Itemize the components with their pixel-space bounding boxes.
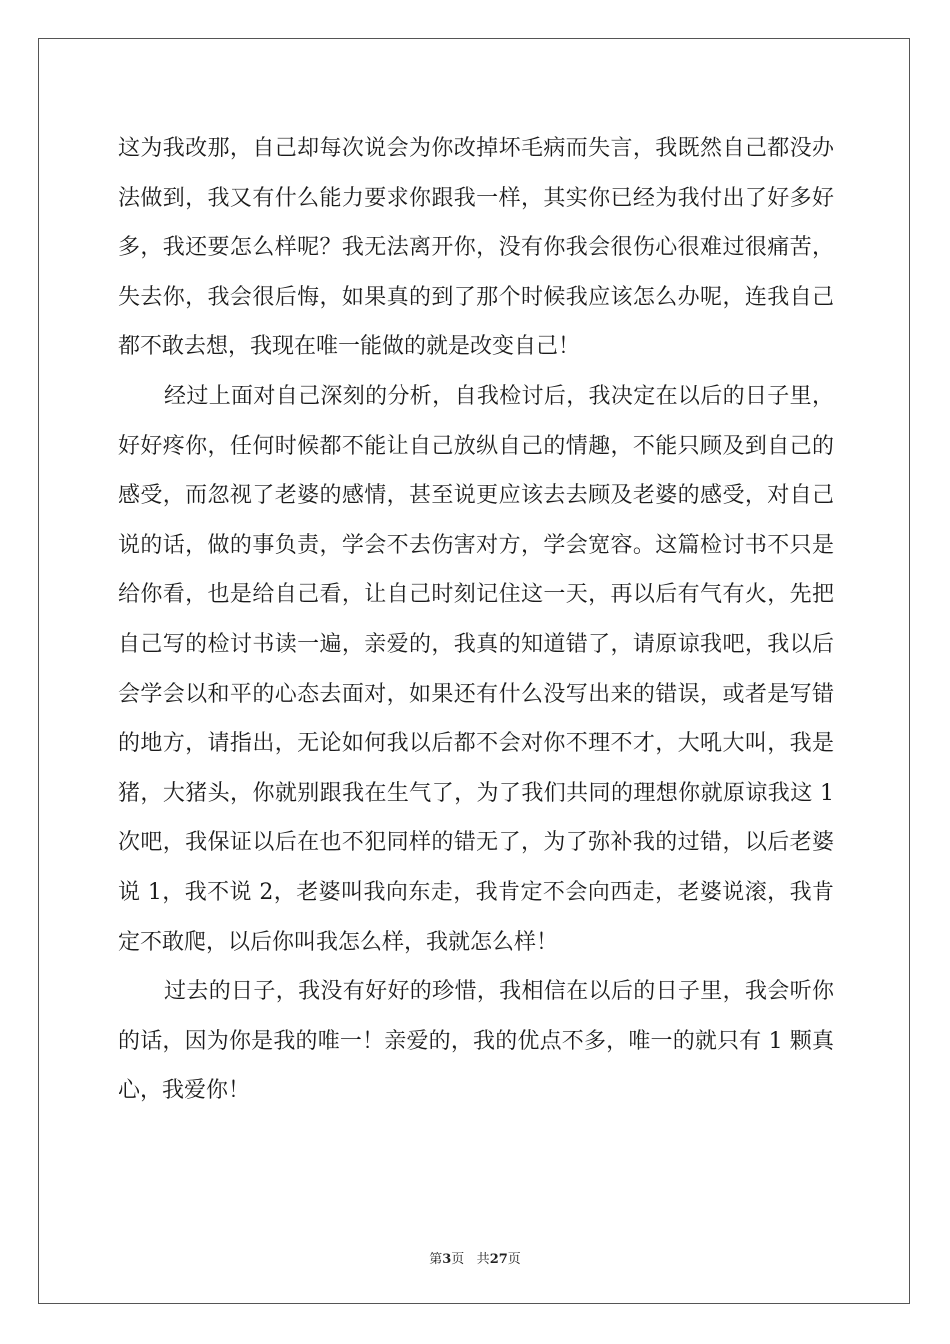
total-suffix: 页 <box>507 1252 521 1267</box>
page-footer <box>0 1248 950 1267</box>
paragraph-closing: 过去的日子，我没有好好的珍惜，我相信在以后的日子里，我会听你的话，因为你是我的唯一！亲爱的，我的优点不多，唯一的就只有 1 颗真心，我爱你！ <box>118 979 834 1104</box>
paragraph-continuation: 这为我改那，自己却每次说会为你改掉坏毛病而失言，我既然自己都没办法做到，我又有什么能力要求你跟我一样，其实你已经为我付出了好多好多，我还要怎么样呢？我无法离开你，没有你我会很伤心很难过很痛苦，失去你，我会很后悔，如果真的到了那个时候我应该怎么办呢，连我自己都不敢去想，我现在唯一能做的就是改变自己！ <box>118 136 834 360</box>
total-pages: 27 <box>489 1252 508 1267</box>
page-prefix: 第 <box>429 1252 443 1267</box>
page-suffix: 页 <box>451 1252 465 1267</box>
paragraph-analysis: 经过上面对自己深刻的分析，自我检讨后，我决定在以后的日子里，好好疼你，任何时候都不能让自己放纵自己的情趣，不能只顾及到自己的感受，而忽视了老婆的感情，甚至说更应该去去顾及老婆的感受，对自己说的话，做的事负责，学会不去伤害对方，学会宽容。这篇检讨书不只是给你看，也是给自己看，让自己时刻记住这一天，再以后有气有火，先把自己写的检讨书读一遍，亲爱的，我真的知道错了，请原谅我吧，我以后会学会以和平的心态去面对，如果还有什么没写出来的错误，或者是写错的地方，请指出，无论如何我以后都不会对你不理不才，大吼大叫，我是猪，大猪头，你就别跟我在生气了，为了我们共同的理想你就原谅我这 1 次吧，我保证以后在也不犯同样的错无了，为了弥补我的过错，以后老婆说 1，我不说 2，老婆叫我向东走，我肯定不会向西走，老婆说滚，我肯定不敢爬，以后你叫我怎么样，我就怎么样！ <box>118 383 834 955</box>
page-number: 3 <box>442 1252 452 1267</box>
document-body <box>118 124 834 1116</box>
total-prefix: 共 <box>476 1252 490 1267</box>
